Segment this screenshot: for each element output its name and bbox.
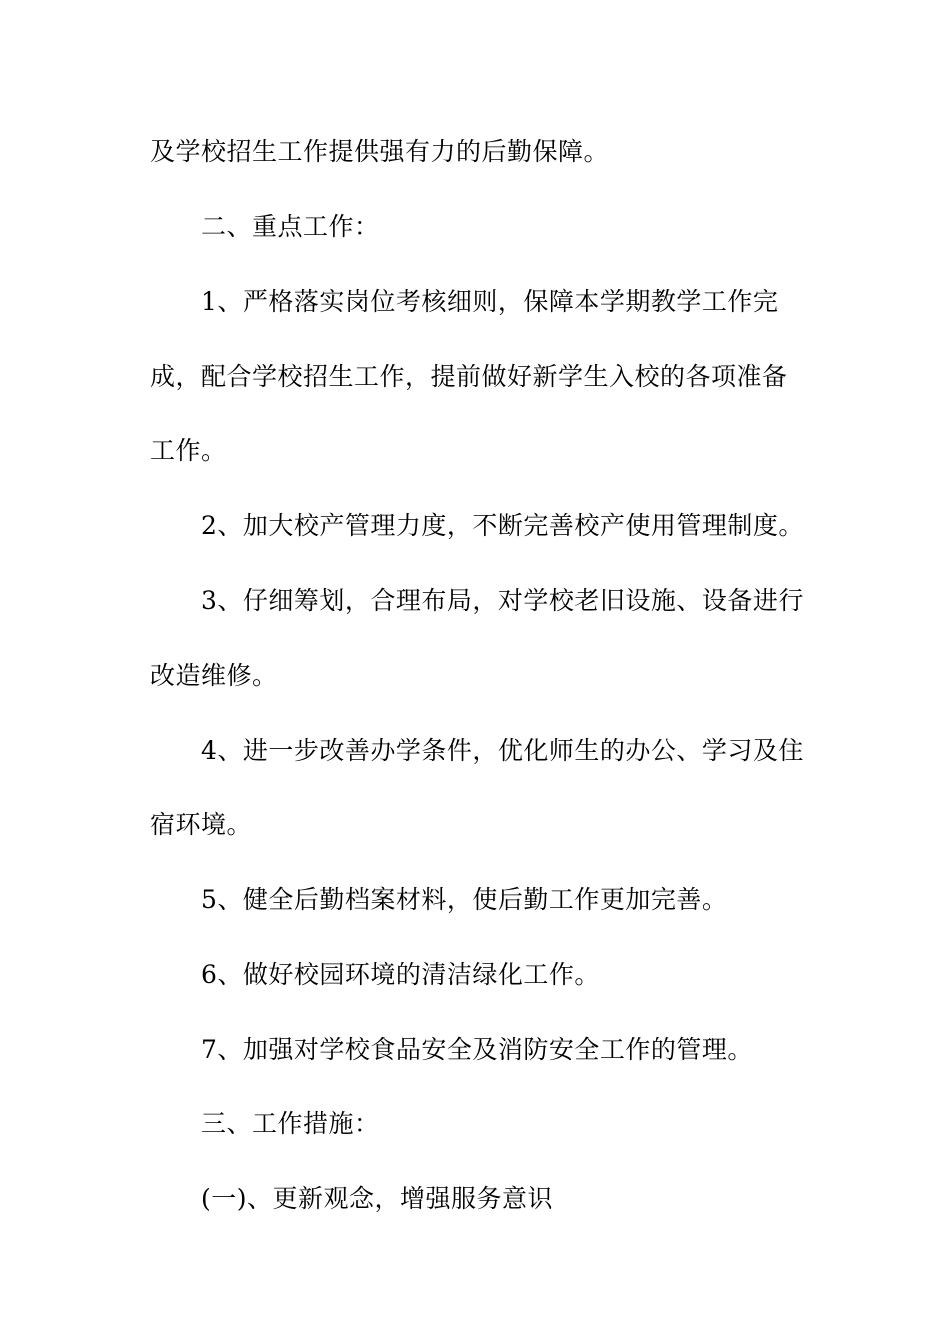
list-item-line: 5、健全后勤档案材料，使后勤工作更加完善。 — [201, 885, 728, 914]
list-item-line: 6、做好校园环境的清洁绿化工作。 — [201, 960, 600, 989]
subsection-heading: (一)、更新观念，增强服务意识 — [201, 1184, 554, 1213]
list-item-line: 改造维修。 — [150, 661, 278, 690]
list-item-line: 工作。 — [150, 436, 227, 465]
list-item-line: 成，配合学校招生工作，提前做好新学生入校的各项准备 — [150, 362, 788, 391]
list-item-line: 7、加强对学校食品安全及消防安全工作的管理。 — [201, 1035, 753, 1064]
list-item-line: 4、进一步改善办学条件，优化师生的办公、学习及住 — [201, 736, 804, 765]
section-heading: 三、工作措施： — [201, 1109, 380, 1138]
section-heading: 二、重点工作： — [201, 212, 380, 241]
paragraph-line: 及学校招生工作提供强有力的后勤保障。 — [150, 137, 610, 166]
list-item-line: 3、仔细筹划，合理布局，对学校老旧设施、设备进行 — [201, 586, 804, 615]
list-item-line: 2、加大校产管理力度，不断完善校产使用管理制度。 — [201, 511, 804, 540]
list-item-line: 1、严格落实岗位考核细则，保障本学期教学工作完 — [201, 287, 779, 316]
list-item-line: 宿环境。 — [150, 810, 253, 839]
